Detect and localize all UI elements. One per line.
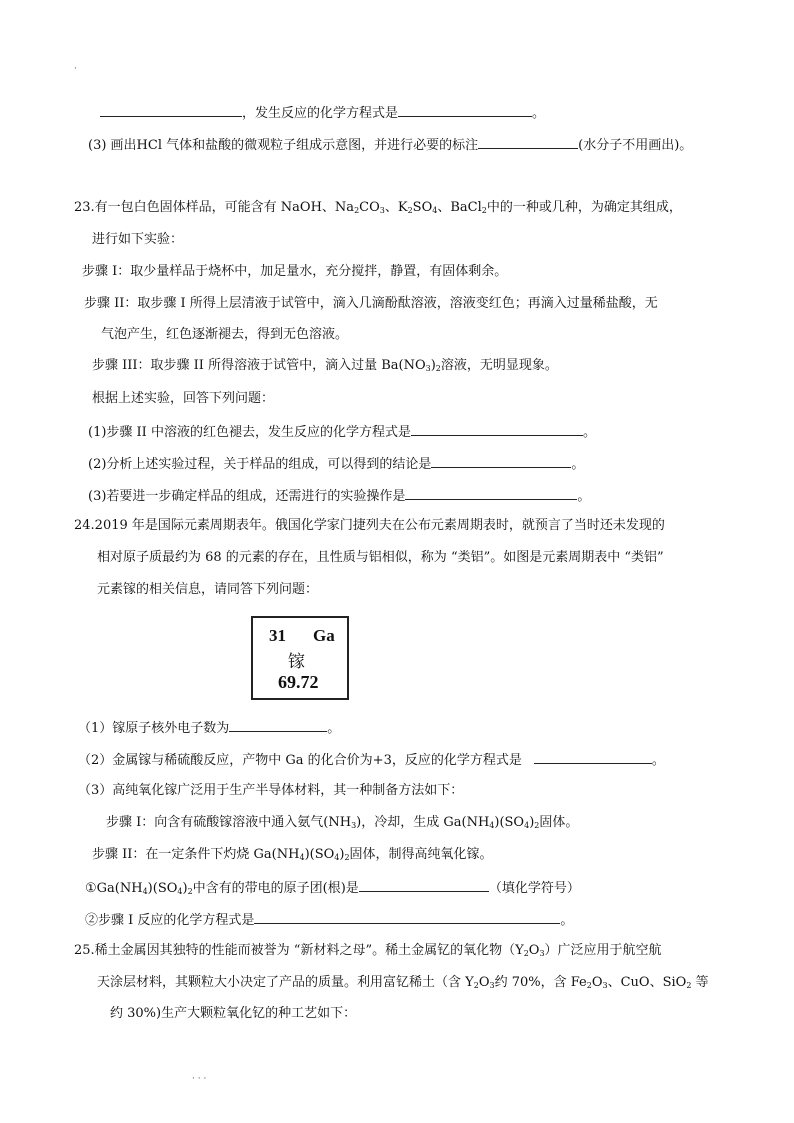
q24-sub1: $①Ga(NH_4)(SO_4)_2$中含有的带电的原子团(根)是 （填化学符号） — [85, 878, 580, 898]
answer-blank[interactable] — [534, 750, 652, 764]
footer-mark: · · · — [192, 1074, 207, 1084]
q23-prompt: 根据上述实验，回答下列问题： — [92, 391, 275, 406]
q23-q3: (3)若要进一步确定样品的组成，还需进行的实验操作是 。 — [88, 486, 590, 506]
q23-intro2: 进行如下实验： — [92, 232, 184, 247]
q24-intro2: 相对原子质最约为 68 的元素的存在，且性质与铝相似，称为 “类铝”。如图是元素周期表中 “类铝” — [97, 550, 664, 565]
q25-line3: 约 30%)生产大颗粒氧化钇的种工艺如下： — [110, 1006, 357, 1021]
header-mark: · — [74, 64, 77, 74]
q24-intro1: 24.2019 年是国际元素周期表年。俄国化学家门捷列夫在公布元素周期表时，就预言了当时还未发现的 — [74, 518, 665, 533]
answer-blank[interactable] — [405, 486, 577, 500]
element-name: 镓 — [288, 652, 305, 671]
q24-stepI: 步骤 I：向含有硫酸镓溶液中通入氨气$(NH_3)$，冷却，生成 $Ga(NH_4)(SO_4)_2$固体。 — [106, 815, 579, 830]
q23-q1: (1)步骤 II 中溶液的红色褪去，发生反应的化学方程式是 。 — [88, 422, 596, 442]
q23-intro: 23.有一包白色固体样品，可能含有 NaOH、$Na_2CO_3$、$K_2SO_4$、BaCl$_2$中的一种或几种，为确定其组成， — [74, 200, 682, 215]
answer-blank[interactable] — [254, 910, 560, 924]
q23-q2: (2)分析上述实验过程，关于样品的组成，可以得到的结论是 。 — [88, 454, 584, 474]
answer-blank[interactable] — [359, 878, 489, 892]
q23-step2: 步骤 II：取步骤 I 所得上层清液于试管中，滴入几滴酚酞溶液，溶液变红色；再滴入过量稀盐酸，无 — [84, 296, 658, 311]
element-symbol: Ga — [313, 626, 335, 645]
q25-line1: 25.稀土金属因其独特的性能而被誉为 “新材料之母”。稀土金属钇的氧化物$(Y_2O_3)$广泛应用于航空航 — [74, 943, 662, 958]
answer-blank[interactable] — [431, 454, 571, 468]
q23-step1: 步骤 I：取少量样品于烧杯中，加足量水，充分搅拌，静置，有固体剩余。 — [82, 264, 508, 279]
q22-item3: (3) 画出HCl 气体和盐酸的微观粒子组成示意图，并进行必要的标注 (水分子不用画出)。 — [88, 135, 692, 155]
answer-blank[interactable] — [411, 422, 583, 436]
q24-q1: （1）镓原子核外电子数为 。 — [78, 718, 340, 738]
answer-blank[interactable] — [478, 135, 578, 149]
atomic-number: 31 — [269, 626, 286, 645]
atomic-mass: 69.72 — [278, 672, 319, 692]
q23-step2-cont: 气泡产生，红色逐渐褪去，得到无色溶液。 — [101, 327, 349, 342]
q24-q2: （2）金属镓与稀硫酸反应，产物中 Ga 的化合价为+3，反应的化学方程式是 。 — [78, 750, 665, 770]
q24-intro3: 元素镓的相关信息，请同答下列问题： — [97, 582, 319, 597]
answer-blank[interactable] — [398, 103, 532, 117]
q23-step3: 步骤 III：取步骤 II 所得溶液于试管中，滴入过量 $Ba(NO_3)_2$溶液，无明显现象。 — [92, 358, 558, 373]
q24-q3: （3）高纯氧化镓广泛用于生产半导体材料，其一种制备方法如下： — [78, 783, 464, 798]
q24-stepII: 步骤 II：在一定条件下灼烧 $Ga(NH_4)(SO_4)_2$固体，制得高纯氧化镓。 — [92, 847, 493, 862]
q25-line2: 天涂层材料，其颗粒大小决定了产品的质量。利用富钇稀土（含 $Y_2O_3$约 70%，含 $Fe_2O_3$、CuO、SiO$_2$ 等 — [97, 975, 709, 990]
answer-blank[interactable] — [100, 103, 242, 117]
q24-sub2: ②步骤 I 反应的化学方程式是 。 — [85, 910, 573, 930]
q22-line1: ，发生反应的化学方程式是 。 — [100, 103, 545, 123]
answer-blank[interactable] — [229, 718, 327, 732]
periodic-element-card — [251, 616, 349, 700]
